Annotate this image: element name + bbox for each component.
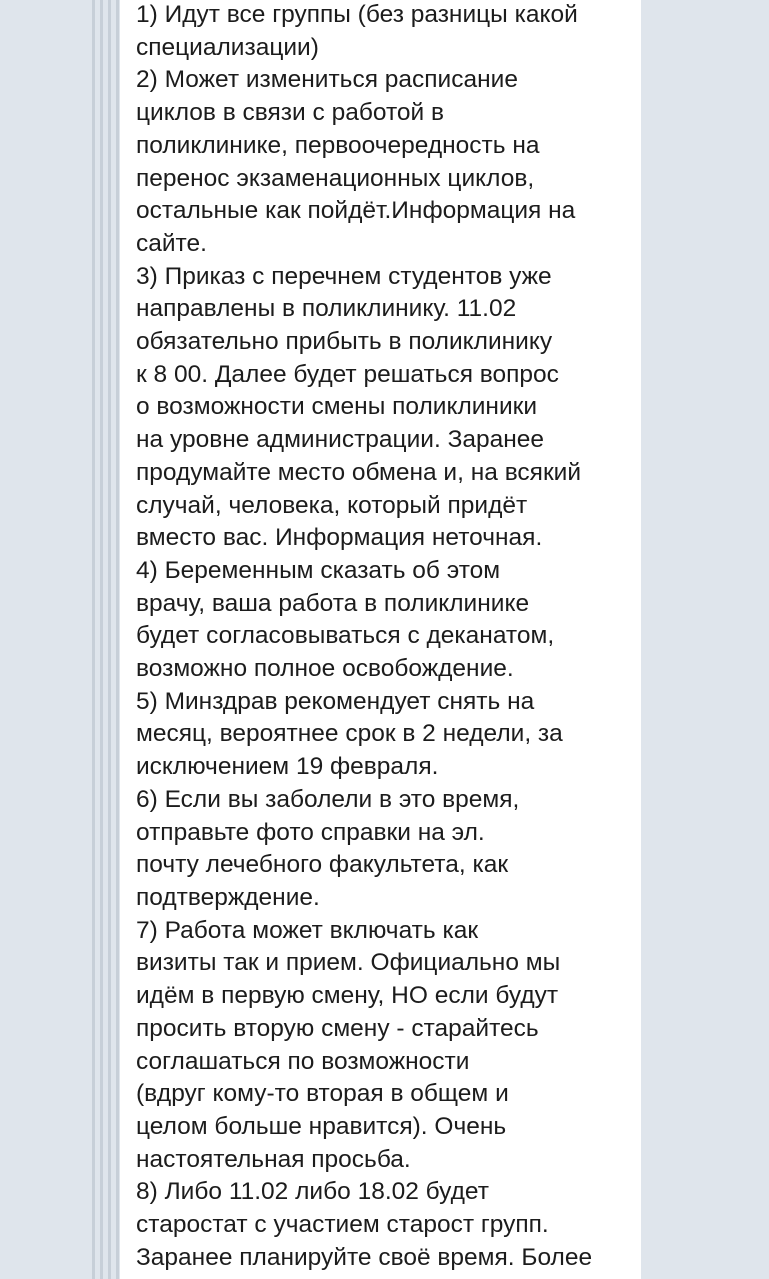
message-line: просить вторую смену - старайтесь xyxy=(136,1014,539,1042)
message-text xyxy=(136,0,636,1274)
quote-border-line xyxy=(108,0,111,1279)
message-line: специализации) xyxy=(136,33,319,61)
message-line: 5) Минздрав рекомендует снять на xyxy=(136,687,535,715)
message-bubble[interactable] xyxy=(120,0,641,1279)
message-line: остальные как пойдёт.Информация на xyxy=(136,197,576,225)
quote-border-line xyxy=(116,0,119,1279)
message-line: обязательно прибыть в поликлинику xyxy=(136,328,553,356)
message-line: (вдруг кому-то вторая в общем и xyxy=(136,1080,509,1108)
message-line: Заранее планируйте своё время. Более xyxy=(136,1243,593,1271)
message-line: врачу, ваша работа в поликлинике xyxy=(136,589,530,617)
quote-border-line xyxy=(100,0,103,1279)
message-line: 6) Если вы заболели в это время, xyxy=(136,785,520,813)
message-line: месяц, вероятнее срок в 2 недели, за xyxy=(136,720,563,748)
message-line: случай, человека, который придёт xyxy=(136,491,528,519)
message-line: возможно полное освобождение. xyxy=(136,655,514,683)
message-line: почту лечебного факультета, как xyxy=(136,851,509,879)
message-line: будет согласовываться с деканатом, xyxy=(136,622,555,650)
message-line: 8) Либо 11.02 либо 18.02 будет xyxy=(136,1178,489,1206)
quote-border-line xyxy=(92,0,95,1279)
message-line: соглашаться по возможности xyxy=(136,1047,470,1075)
message-line: идём в первую смену, НО если будут xyxy=(136,982,559,1010)
message-line: 4) Беременным сказать об этом xyxy=(136,556,501,584)
message-line: отправьте фото справки на эл. xyxy=(136,818,485,846)
message-line: целом больше нравится). Очень xyxy=(136,1112,507,1140)
message-line: 7) Работа может включать как xyxy=(136,916,479,944)
message-line: поликлинике, первоочередность на xyxy=(136,131,540,159)
message-line: сайте. xyxy=(136,229,207,257)
message-line: продумайте место обмена и, на всякий xyxy=(136,458,582,486)
message-line: визиты так и прием. Официально мы xyxy=(136,949,561,977)
message-line: о возможности смены поликлиники xyxy=(136,393,538,421)
message-line: 3) Приказ с перечнем студентов уже xyxy=(136,262,552,290)
message-line: подтверждение. xyxy=(136,883,320,911)
message-line: 1) Идут все группы (без разницы какой xyxy=(136,1,578,28)
message-line: циклов в связи с работой в xyxy=(136,99,445,127)
message-line: старостат с участием старост групп. xyxy=(136,1211,549,1239)
message-line: 2) Может измениться расписание xyxy=(136,66,518,94)
message-line: направлены в поликлинику. 11.02 xyxy=(136,295,517,323)
message-line: на уровне администрации. Заранее xyxy=(136,426,545,454)
message-line: к 8 00. Далее будет решаться вопрос xyxy=(136,360,559,388)
message-line: вместо вас. Информация неточная. xyxy=(136,524,543,552)
message-line: настоятельная просьба. xyxy=(136,1145,411,1173)
message-line: перенос экзаменационных циклов, xyxy=(136,164,535,192)
message-line: исключением 19 февраля. xyxy=(136,753,439,781)
